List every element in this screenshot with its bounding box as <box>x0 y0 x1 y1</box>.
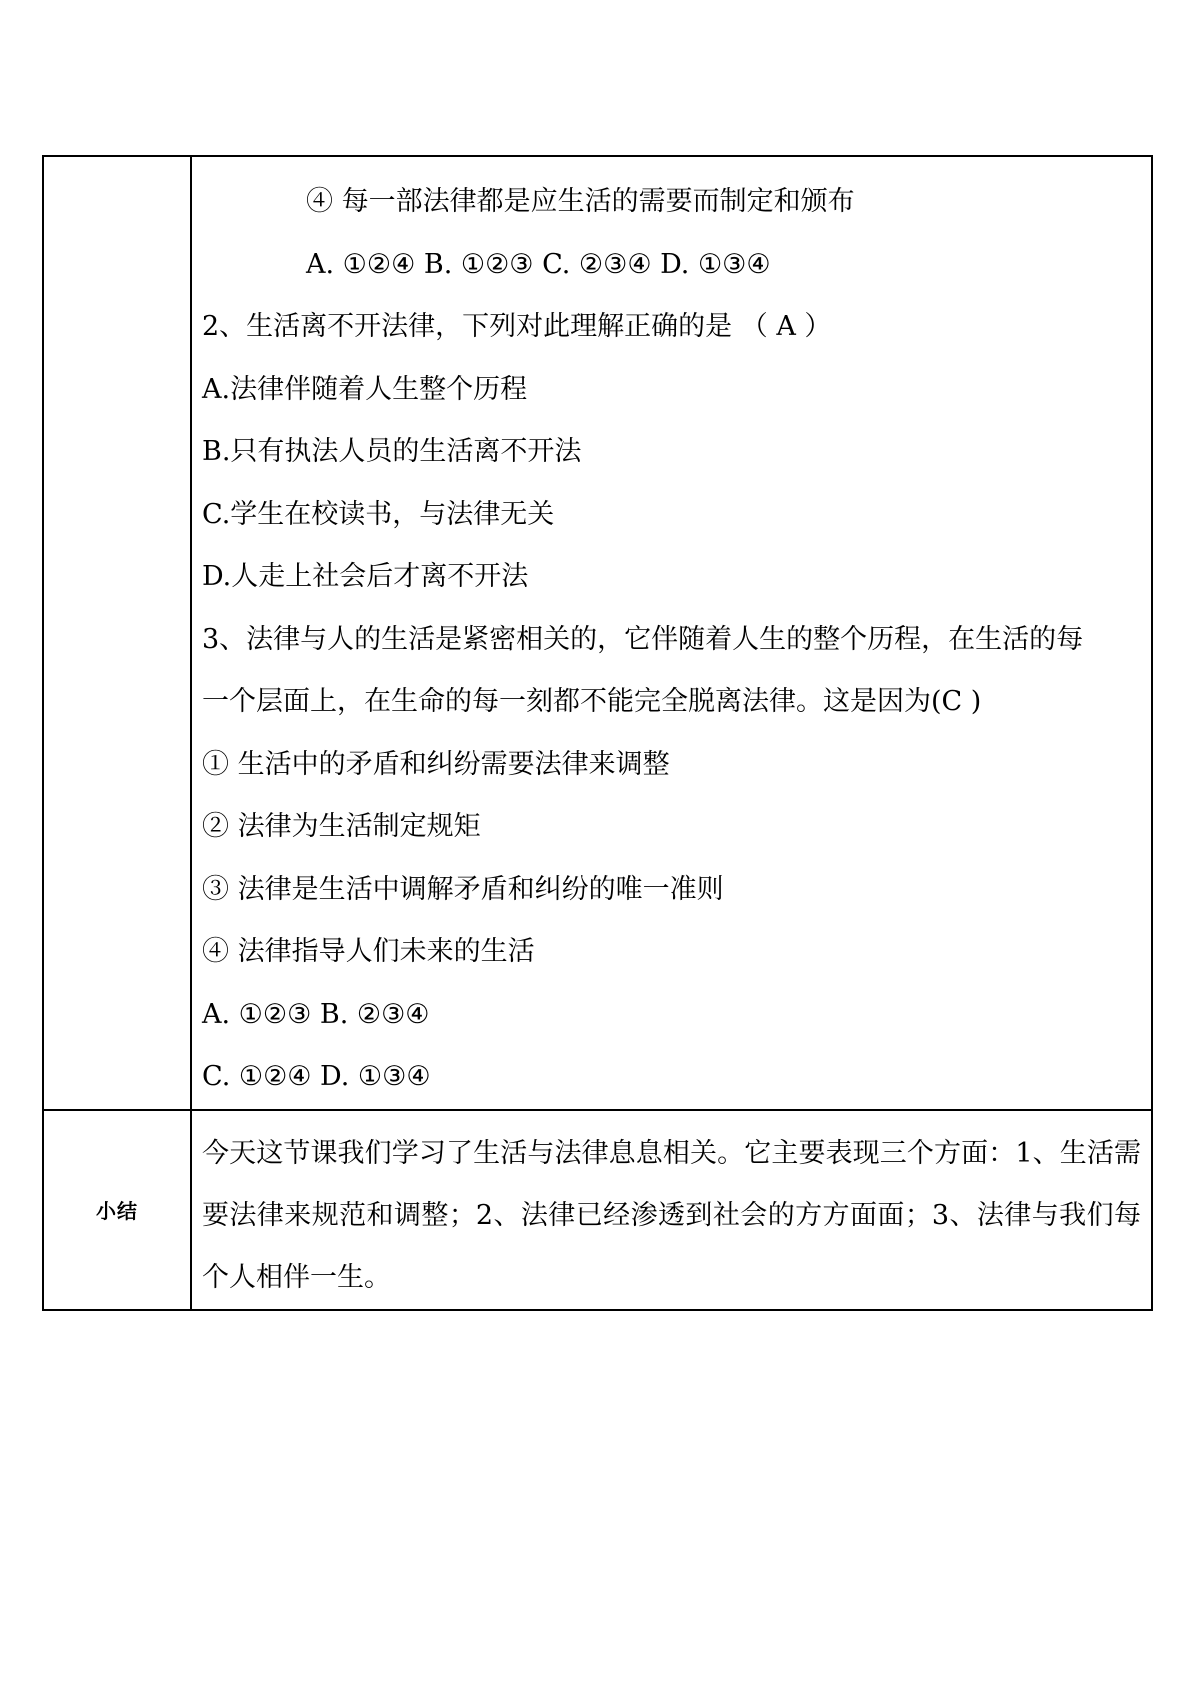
exercise-line: ② 法律为生活制定规矩 <box>202 811 481 842</box>
summary-label: 小结 <box>96 1199 138 1223</box>
summary-content-cell <box>191 1110 1152 1310</box>
exercise-line: 2、生活离不开法律，下列对此理解正确的是 （ A ） <box>202 311 832 342</box>
exercise-content-cell <box>191 156 1152 1110</box>
exercise-line: 3、法律与人的生活是紧密相关的，它伴随着人生的整个历程，在生活的每 <box>202 623 1084 655</box>
exercise-label-cell <box>43 156 191 1110</box>
lesson-table <box>42 155 1153 1311</box>
exercise-line: B.只有执法人员的生活离不开法 <box>202 436 582 467</box>
exercise-content <box>192 157 1151 1109</box>
exercise-line: A. ①②③ B. ②③④ <box>202 998 430 1030</box>
exercise-line: A. ①②④ B. ①②③ C. ②③④ D. ①③④ <box>306 248 771 280</box>
exercise-row <box>43 156 1152 1110</box>
exercise-line: ④ 法律指导人们未来的生活 <box>202 936 535 967</box>
exercise-line: C.学生在校读书，与法律无关 <box>202 498 555 530</box>
exercise-line: ① 生活中的矛盾和纠纷需要法律来调整 <box>202 748 670 780</box>
exercise-line: ④ 每一部法律都是应生活的需要而制定和颁布 <box>306 186 855 217</box>
exercise-line: 一个层面上，在生命的每一刻都不能完全脱离法律。这是因为(C ) <box>202 686 982 717</box>
exercise-line: D.人走上社会后才离不开法 <box>202 561 529 592</box>
exercise-line: C. ①②④ D. ①③④ <box>202 1061 431 1092</box>
exercise-line: A.法律伴随着人生整个历程 <box>202 373 528 405</box>
summary-row <box>43 1110 1152 1310</box>
summary-content <box>192 1111 1151 1309</box>
exercise-line: ③ 法律是生活中调解矛盾和纠纷的唯一准则 <box>202 873 724 905</box>
summary-text: 今天这节课我们学习了生活与法律息息相关。它主要表现三个方面：1、生活需要法律来规范和调整；2、法律已经渗透到社会的方方面面；3、法律与我们每个人相伴一生。 <box>202 1137 1141 1293</box>
summary-label-cell <box>43 1110 191 1310</box>
